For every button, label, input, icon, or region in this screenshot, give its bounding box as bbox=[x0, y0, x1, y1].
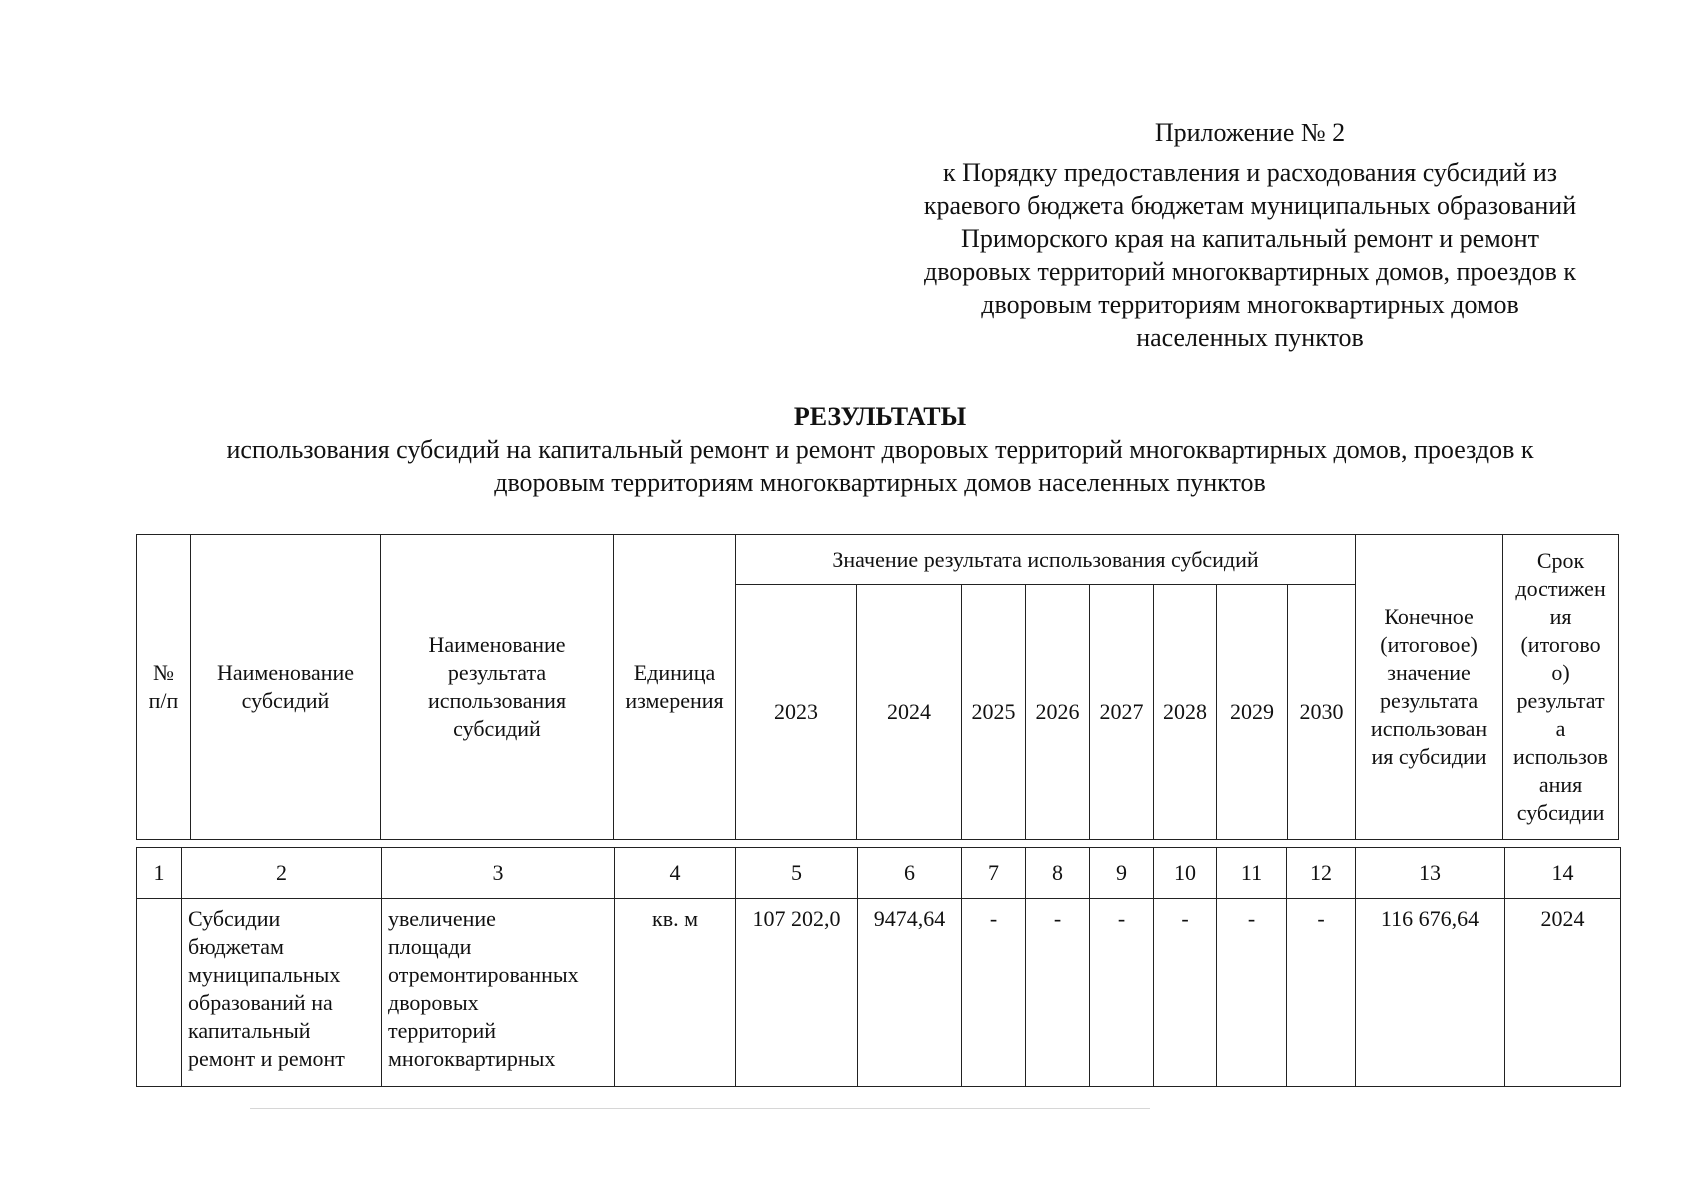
row-value-cell: - bbox=[1154, 899, 1217, 1087]
header-subsidy-name: Наименование субсидий bbox=[191, 535, 381, 840]
document-subtitle-line: дворовым территориям многоквартирных домов населенных пунктов bbox=[494, 468, 1266, 497]
column-number-row bbox=[137, 848, 1621, 899]
column-number-cell: 11 bbox=[1217, 848, 1287, 899]
column-number-cell: 4 bbox=[615, 848, 736, 899]
column-number-cell: 13 bbox=[1356, 848, 1505, 899]
header-year: 2027 bbox=[1090, 585, 1154, 840]
column-number-cell: 3 bbox=[382, 848, 615, 899]
column-number-cell: 14 bbox=[1505, 848, 1621, 899]
header-year: 2028 bbox=[1154, 585, 1217, 840]
table-row bbox=[137, 899, 1621, 1087]
header-year: 2029 bbox=[1217, 585, 1288, 840]
appendix-line: Приморского края на капитальный ремонт и ремонт bbox=[961, 224, 1539, 253]
row-num-cell bbox=[137, 899, 182, 1087]
row-value-cell: - bbox=[1090, 899, 1154, 1087]
row-value-cell: - bbox=[1026, 899, 1090, 1087]
row-deadline-cell: 2024 bbox=[1505, 899, 1621, 1087]
column-number-cell: 8 bbox=[1026, 848, 1090, 899]
header-unit: Единица измерения bbox=[614, 535, 736, 840]
column-number-cell: 2 bbox=[182, 848, 382, 899]
column-number-cell: 12 bbox=[1287, 848, 1356, 899]
column-number-cell: 9 bbox=[1090, 848, 1154, 899]
header-year: 2024 bbox=[857, 585, 962, 840]
appendix-block bbox=[880, 116, 1620, 354]
row-value-cell: - bbox=[1217, 899, 1287, 1087]
document-subtitle-line: использования субсидий на капитальный ремонт и ремонт дворовых территорий многоквартирных домов, проездов к bbox=[226, 435, 1534, 464]
header-year: 2026 bbox=[1026, 585, 1090, 840]
appendix-title: Приложение № 2 bbox=[1154, 118, 1346, 147]
row-unit-cell: кв. м bbox=[615, 899, 736, 1087]
appendix-line: населенных пунктов bbox=[1136, 323, 1364, 352]
row-final-value-cell: 116 676,64 bbox=[1356, 899, 1505, 1087]
header-year: 2025 bbox=[962, 585, 1026, 840]
results-body-table bbox=[136, 847, 1621, 1087]
header-year: 2023 bbox=[736, 585, 857, 840]
appendix-line: дворовым территориям многоквартирных домов bbox=[981, 290, 1519, 319]
appendix-line: к Порядку предоставления и расходования субсидий из bbox=[942, 158, 1558, 187]
header-final-value: Конечное (итоговое) значение результата использован ия субсидии bbox=[1356, 535, 1503, 840]
column-number-cell: 1 bbox=[137, 848, 182, 899]
appendix-line: дворовых территорий многоквартирных домов, проездов к bbox=[923, 257, 1577, 286]
header-year: 2030 bbox=[1288, 585, 1356, 840]
header-result-name: Наименование результата использования субсидий bbox=[381, 535, 614, 840]
row-result-name-cell: увеличение площади отремонтированных дворовых территорий многоквартирных bbox=[382, 899, 615, 1087]
column-number-cell: 7 bbox=[962, 848, 1026, 899]
document-title: РЕЗУЛЬТАТЫ bbox=[793, 402, 967, 431]
row-value-cell: 9474,64 bbox=[858, 899, 962, 1087]
page-edge-line bbox=[250, 1108, 1150, 1109]
appendix-line: краевого бюджета бюджетам муниципальных образований bbox=[923, 191, 1577, 220]
column-number-cell: 10 bbox=[1154, 848, 1217, 899]
header-value-group: Значение результата использования субсидий bbox=[736, 535, 1356, 585]
row-value-cell: - bbox=[1287, 899, 1356, 1087]
header-num: № п/п bbox=[137, 535, 191, 840]
document-heading bbox=[120, 400, 1640, 499]
row-subsidy-name-cell: Субсидии бюджетам муниципальных образований на капитальный ремонт и ремонт bbox=[182, 899, 382, 1087]
column-number-cell: 5 bbox=[736, 848, 858, 899]
row-value-cell: - bbox=[962, 899, 1026, 1087]
row-value-cell: 107 202,0 bbox=[736, 899, 858, 1087]
header-deadline: Срок достижен ия (итогово о) результат а использов ания субсидии bbox=[1503, 535, 1619, 840]
results-header-table bbox=[136, 534, 1619, 840]
column-number-cell: 6 bbox=[858, 848, 962, 899]
